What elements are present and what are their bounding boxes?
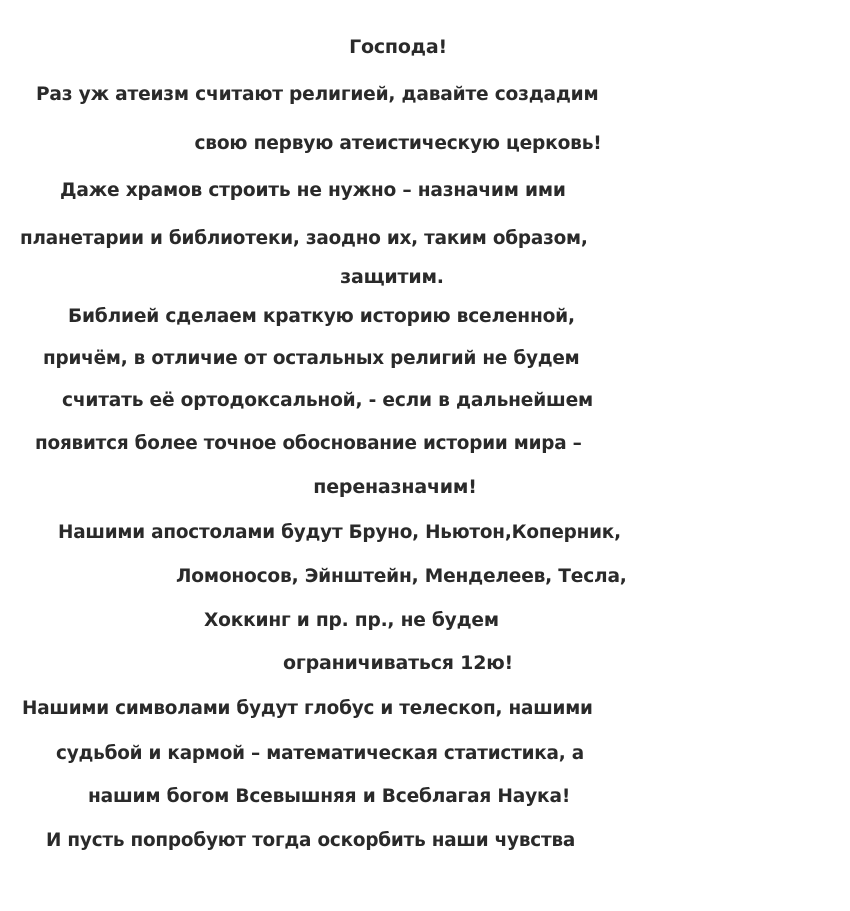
text-line: причём, в отличие от остальных религий не будем [43,348,580,369]
text-line: Даже храмов строить не нужно – назначим ими [60,180,566,201]
text-line: Нашими символами будут глобус и телескоп, нашими [22,698,593,719]
text-line: защитим. [340,266,444,288]
text-line: И пусть попробуют тогда оскорбить наши чувства [46,830,576,851]
text-line: Ломоносов, Эйнштейн, Менделеев, Тесла, [176,566,627,587]
text-line: Раз уж атеизм считают религией, давайте создадим [36,84,599,105]
text-line-greeting: Господа! [349,36,447,58]
text-line: Библией сделаем краткую историю вселенной, [68,306,575,327]
text-line: Нашими апостолами будут Бруно, Ньютон,Коперник, [58,522,621,543]
text-line: переназначим! [313,476,477,498]
text-line: планетарии и библиотеки, заодно их, таким образом, [20,228,588,249]
text-line: судьбой и кармой – математическая статистика, а [56,743,584,764]
text-line: ограничиваться 12ю! [283,652,513,674]
text-line: считать её ортодоксальной, - если в дальнейшем [62,390,593,411]
text-line: Хоккинг и пр. пр., не будем [204,610,499,631]
text-line: свою первую атеистическую церковь! [194,133,602,154]
text-line: нашим богом Всевышняя и Всеблагая Наука! [88,786,571,807]
text-line: появится более точное обоснование истории мира – [35,433,582,454]
